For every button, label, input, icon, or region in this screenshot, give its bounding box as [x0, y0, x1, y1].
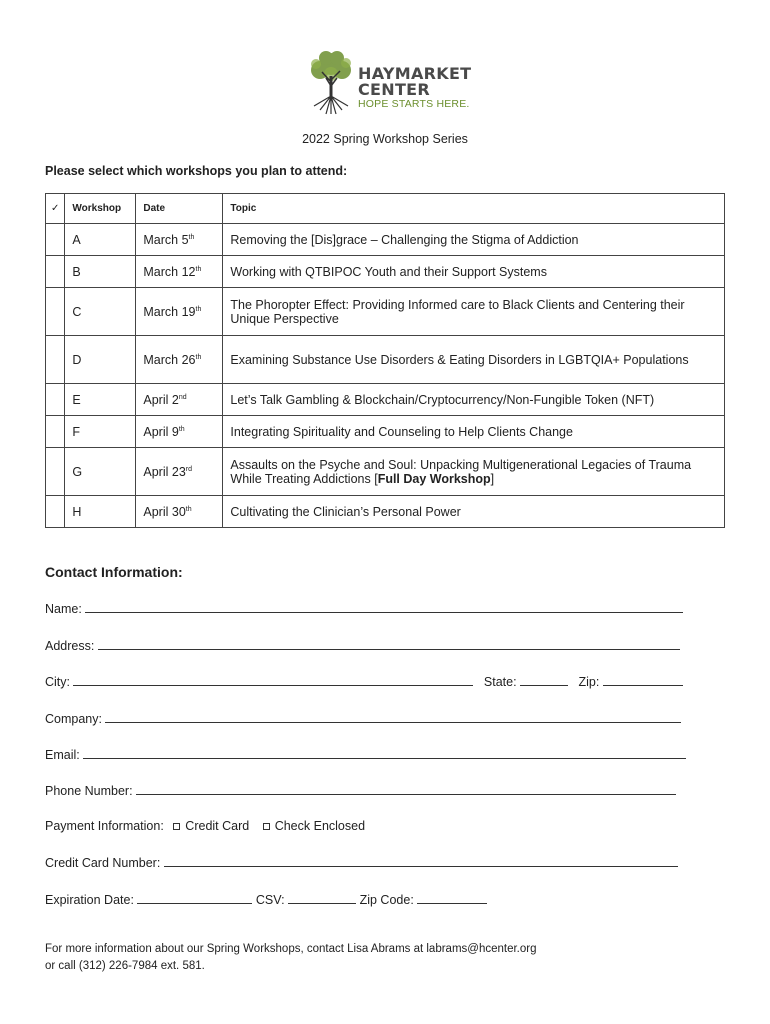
name-label: Name:: [45, 602, 82, 616]
email-label: Email:: [45, 748, 80, 762]
table-row: [46, 384, 725, 416]
city-field[interactable]: [73, 674, 473, 686]
workshop-date: March 19th: [136, 288, 223, 336]
table-row: [46, 336, 725, 384]
expiration-line: [45, 892, 487, 907]
cc-zip-label: Zip Code:: [359, 893, 414, 907]
workshop-table: [45, 193, 725, 528]
header-date: Date: [136, 194, 223, 224]
workshop-checkbox-e[interactable]: [46, 384, 65, 416]
credit-card-option: Credit Card: [185, 819, 250, 833]
workshop-letter: E: [65, 384, 136, 416]
email-field[interactable]: [83, 747, 686, 759]
header-workshop: Workshop: [65, 194, 136, 224]
workshop-letter: D: [65, 336, 136, 384]
workshop-topic: Integrating Spirituality and Counseling to Help Clients Change: [223, 416, 725, 448]
workshop-topic: Removing the [Dis]grace – Challenging the Stigma of Addiction: [223, 224, 725, 256]
company-line: [45, 711, 681, 726]
workshop-checkbox-f[interactable]: [46, 416, 65, 448]
workshop-topic: Let’s Talk Gambling & Blockchain/Cryptocurrency/Non-Fungible Token (NFT): [223, 384, 725, 416]
address-line: [45, 638, 680, 653]
table-row: [46, 448, 725, 496]
csv-label: CSV:: [255, 893, 285, 907]
series-title: 2022 Spring Workshop Series: [302, 132, 468, 146]
workshop-date: March 5th: [136, 224, 223, 256]
workshop-date: April 2nd: [136, 384, 223, 416]
expiration-field[interactable]: [137, 892, 252, 904]
phone-field[interactable]: [136, 783, 676, 795]
workshop-topic: The Phoropter Effect: Providing Informed care to Black Clients and Centering their Unique Perspective: [223, 288, 725, 336]
select-prompt: Please select which workshops you plan to attend:: [45, 164, 348, 178]
state-label: State:: [483, 675, 517, 689]
address-label: Address:: [45, 639, 95, 653]
full-day-label: Full Day Workshop: [377, 471, 491, 486]
workshop-letter: H: [65, 496, 136, 528]
logo-tagline: HOPE STARTS HERE.: [358, 98, 470, 110]
table-row: [46, 496, 725, 528]
workshop-letter: B: [65, 256, 136, 288]
company-label: Company:: [45, 712, 102, 726]
workshop-letter: A: [65, 224, 136, 256]
cc-number-line: [45, 855, 678, 870]
address-field[interactable]: [98, 638, 680, 650]
workshop-checkbox-c[interactable]: [46, 288, 65, 336]
workshop-date: April 9th: [136, 416, 223, 448]
cc-zip-field[interactable]: [417, 892, 487, 904]
workshop-date: March 26th: [136, 336, 223, 384]
workshop-checkbox-b[interactable]: [46, 256, 65, 288]
workshop-date: April 23rd: [136, 448, 223, 496]
name-field[interactable]: [85, 601, 683, 613]
check-enclosed-option: Check Enclosed: [274, 819, 366, 833]
phone-line: [45, 783, 676, 798]
contact-heading: Contact Information:: [45, 564, 183, 580]
workshop-topic: Working with QTBIPOC Youth and their Support Systems: [223, 256, 725, 288]
table-header-row: [46, 194, 725, 224]
workshop-topic: Examining Substance Use Disorders & Eating Disorders in LGBTQIA+ Populations: [223, 336, 725, 384]
expiration-label: Expiration Date:: [45, 893, 134, 907]
check-enclosed-checkbox[interactable]: [263, 823, 270, 830]
workshop-checkbox-h[interactable]: [46, 496, 65, 528]
workshop-letter: C: [65, 288, 136, 336]
logo-line-2: CENTER: [358, 80, 431, 99]
workshop-topic: Assaults on the Psyche and Soul: Unpacking Multigenerational Legacies of Trauma While Treating Addictions [Full Day Workshop]: [223, 448, 725, 496]
logo-line-1: HAYMARKET: [358, 64, 472, 83]
workshop-date: April 30th: [136, 496, 223, 528]
cc-number-label: Credit Card Number:: [45, 856, 161, 870]
header-topic: Topic: [223, 194, 725, 224]
workshop-checkbox-d[interactable]: [46, 336, 65, 384]
table-row: [46, 288, 725, 336]
footer-info: [45, 941, 537, 975]
email-line: [45, 747, 686, 762]
state-field[interactable]: [520, 674, 568, 686]
payment-line: [45, 819, 365, 833]
cc-number-field[interactable]: [164, 855, 678, 867]
workshop-date: March 12th: [136, 256, 223, 288]
tree-icon: [306, 50, 356, 116]
city-line: [45, 674, 683, 689]
payment-label: Payment Information:: [45, 819, 164, 833]
name-line: [45, 601, 683, 616]
city-label: City:: [45, 675, 70, 689]
workshop-checkbox-a[interactable]: [46, 224, 65, 256]
table-row: [46, 256, 725, 288]
workshop-letter: G: [65, 448, 136, 496]
table-row: [46, 224, 725, 256]
footer-line-1: For more information about our Spring Workshops, contact Lisa Abrams at labrams@hcenter.org: [45, 943, 537, 955]
haymarket-logo: [306, 50, 476, 116]
credit-card-checkbox[interactable]: [173, 823, 180, 830]
csv-field[interactable]: [288, 892, 356, 904]
footer-line-2: or call (312) 226-7984 ext. 581.: [45, 960, 205, 972]
workshop-letter: F: [65, 416, 136, 448]
workshop-topic: Cultivating the Clinician’s Personal Power: [223, 496, 725, 528]
phone-label: Phone Number:: [45, 784, 133, 798]
table-row: [46, 416, 725, 448]
zip-label: Zip:: [578, 675, 600, 689]
zip-field[interactable]: [603, 674, 683, 686]
workshop-checkbox-g[interactable]: [46, 448, 65, 496]
company-field[interactable]: [105, 711, 681, 723]
header-check: ✓: [46, 194, 65, 224]
